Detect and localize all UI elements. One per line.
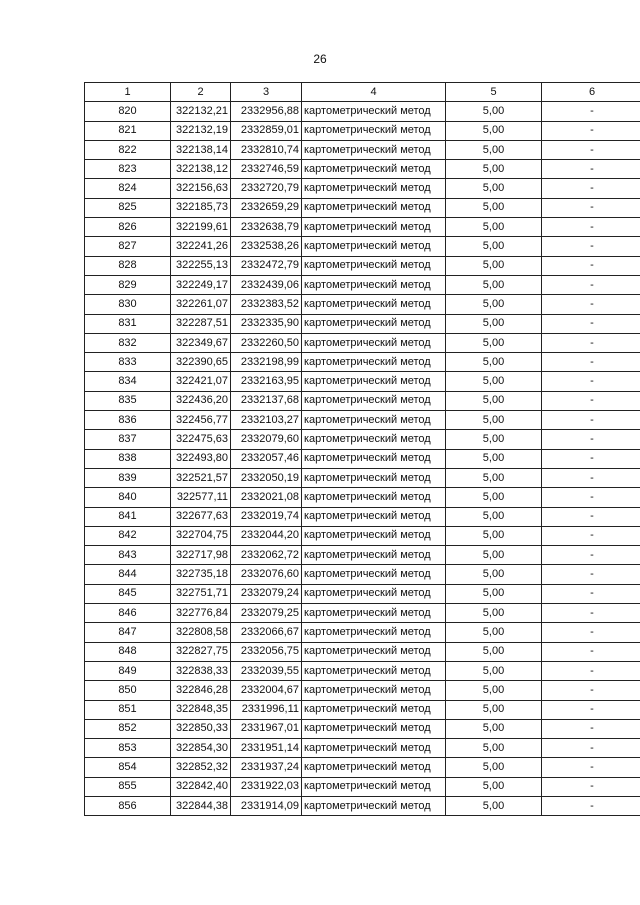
note-cell: - [542, 237, 640, 256]
y-coordinate-cell: 2332057,46 [231, 449, 302, 468]
table-row [85, 526, 640, 545]
method-cell: картометрический метод [302, 275, 446, 294]
note-cell: - [542, 796, 640, 815]
x-coordinate-cell: 322287,51 [171, 314, 231, 333]
table-row [85, 353, 640, 372]
y-coordinate-cell: 2332056,75 [231, 642, 302, 661]
point-number-cell: 823 [85, 160, 171, 179]
y-coordinate-cell: 2332066,67 [231, 623, 302, 642]
point-number-cell: 828 [85, 256, 171, 275]
note-cell: - [542, 526, 640, 545]
y-coordinate-cell: 2331937,24 [231, 758, 302, 777]
y-coordinate-cell: 2332335,90 [231, 314, 302, 333]
header-cell-col-5: 5 [446, 83, 542, 102]
header-cell-col-3: 3 [231, 83, 302, 102]
method-cell: картометрический метод [302, 565, 446, 584]
accuracy-cell: 5,00 [446, 314, 542, 333]
x-coordinate-cell: 322852,32 [171, 758, 231, 777]
table-row [85, 507, 640, 526]
table-row [85, 488, 640, 507]
method-cell: картометрический метод [302, 796, 446, 815]
method-cell: картометрический метод [302, 526, 446, 545]
point-number-cell: 852 [85, 719, 171, 738]
point-number-cell: 831 [85, 314, 171, 333]
note-cell: - [542, 314, 640, 333]
note-cell: - [542, 661, 640, 680]
y-coordinate-cell: 2332746,59 [231, 160, 302, 179]
y-coordinate-cell: 2332659,29 [231, 198, 302, 217]
point-number-cell: 843 [85, 546, 171, 565]
accuracy-cell: 5,00 [446, 623, 542, 642]
note-cell: - [542, 468, 640, 487]
note-cell: - [542, 449, 640, 468]
point-number-cell: 824 [85, 179, 171, 198]
x-coordinate-cell: 322521,57 [171, 468, 231, 487]
accuracy-cell: 5,00 [446, 275, 542, 294]
note-cell: - [542, 777, 640, 796]
x-coordinate-cell: 322249,17 [171, 275, 231, 294]
y-coordinate-cell: 2332859,01 [231, 121, 302, 140]
point-number-cell: 853 [85, 739, 171, 758]
y-coordinate-cell: 2332198,99 [231, 353, 302, 372]
x-coordinate-cell: 322493,80 [171, 449, 231, 468]
point-number-cell: 826 [85, 218, 171, 237]
method-cell: картометрический метод [302, 333, 446, 352]
x-coordinate-cell: 322436,20 [171, 391, 231, 410]
point-number-cell: 834 [85, 372, 171, 391]
table-row [85, 391, 640, 410]
table-row [85, 468, 640, 487]
method-cell: картометрический метод [302, 198, 446, 217]
x-coordinate-cell: 322421,07 [171, 372, 231, 391]
point-number-cell: 847 [85, 623, 171, 642]
method-cell: картометрический метод [302, 449, 446, 468]
accuracy-cell: 5,00 [446, 295, 542, 314]
x-coordinate-cell: 322850,33 [171, 719, 231, 738]
note-cell: - [542, 121, 640, 140]
table-row [85, 623, 640, 642]
point-number-cell: 839 [85, 468, 171, 487]
method-cell: картометрический метод [302, 314, 446, 333]
x-coordinate-cell: 322776,84 [171, 604, 231, 623]
y-coordinate-cell: 2332383,52 [231, 295, 302, 314]
point-number-cell: 838 [85, 449, 171, 468]
accuracy-cell: 5,00 [446, 372, 542, 391]
method-cell: картометрический метод [302, 777, 446, 796]
accuracy-cell: 5,00 [446, 411, 542, 430]
note-cell: - [542, 642, 640, 661]
table-row [85, 758, 640, 777]
point-number-cell: 845 [85, 584, 171, 603]
x-coordinate-cell: 322577,11 [171, 488, 231, 507]
method-cell: картометрический метод [302, 623, 446, 642]
accuracy-cell: 5,00 [446, 140, 542, 159]
method-cell: картометрический метод [302, 584, 446, 603]
method-cell: картометрический метод [302, 237, 446, 256]
note-cell: - [542, 546, 640, 565]
x-coordinate-cell: 322156,63 [171, 179, 231, 198]
table-row [85, 198, 640, 217]
table-row [85, 295, 640, 314]
y-coordinate-cell: 2332021,08 [231, 488, 302, 507]
accuracy-cell: 5,00 [446, 430, 542, 449]
accuracy-cell: 5,00 [446, 565, 542, 584]
table-row [85, 179, 640, 198]
accuracy-cell: 5,00 [446, 256, 542, 275]
accuracy-cell: 5,00 [446, 604, 542, 623]
coordinates-table [84, 82, 640, 816]
note-cell: - [542, 565, 640, 584]
method-cell: картометрический метод [302, 700, 446, 719]
method-cell: картометрический метод [302, 391, 446, 410]
note-cell: - [542, 623, 640, 642]
note-cell: - [542, 140, 640, 159]
table-row [85, 160, 640, 179]
y-coordinate-cell: 2332260,50 [231, 333, 302, 352]
y-coordinate-cell: 2332439,06 [231, 275, 302, 294]
y-coordinate-cell: 2332050,19 [231, 468, 302, 487]
method-cell: картометрический метод [302, 353, 446, 372]
y-coordinate-cell: 2331914,09 [231, 796, 302, 815]
table-row [85, 102, 640, 121]
accuracy-cell: 5,00 [446, 681, 542, 700]
note-cell: - [542, 507, 640, 526]
point-number-cell: 835 [85, 391, 171, 410]
y-coordinate-cell: 2331996,11 [231, 700, 302, 719]
method-cell: картометрический метод [302, 488, 446, 507]
y-coordinate-cell: 2332163,95 [231, 372, 302, 391]
table-row [85, 604, 640, 623]
x-coordinate-cell: 322842,40 [171, 777, 231, 796]
method-cell: картометрический метод [302, 256, 446, 275]
note-cell: - [542, 391, 640, 410]
y-coordinate-cell: 2332103,27 [231, 411, 302, 430]
point-number-cell: 825 [85, 198, 171, 217]
table-row [85, 237, 640, 256]
accuracy-cell: 5,00 [446, 391, 542, 410]
table-row [85, 546, 640, 565]
y-coordinate-cell: 2332137,68 [231, 391, 302, 410]
accuracy-cell: 5,00 [446, 526, 542, 545]
point-number-cell: 821 [85, 121, 171, 140]
y-coordinate-cell: 2331951,14 [231, 739, 302, 758]
table-row [85, 333, 640, 352]
note-cell: - [542, 739, 640, 758]
point-number-cell: 836 [85, 411, 171, 430]
method-cell: картометрический метод [302, 218, 446, 237]
x-coordinate-cell: 322199,61 [171, 218, 231, 237]
table-row [85, 218, 640, 237]
point-number-cell: 848 [85, 642, 171, 661]
note-cell: - [542, 198, 640, 217]
y-coordinate-cell: 2332079,25 [231, 604, 302, 623]
y-coordinate-cell: 2332019,74 [231, 507, 302, 526]
x-coordinate-cell: 322261,07 [171, 295, 231, 314]
point-number-cell: 820 [85, 102, 171, 121]
y-coordinate-cell: 2332062,72 [231, 546, 302, 565]
header-cell-col-6: 6 [542, 83, 640, 102]
note-cell: - [542, 256, 640, 275]
x-coordinate-cell: 322456,77 [171, 411, 231, 430]
y-coordinate-cell: 2332004,67 [231, 681, 302, 700]
x-coordinate-cell: 322185,73 [171, 198, 231, 217]
point-number-cell: 822 [85, 140, 171, 159]
note-cell: - [542, 584, 640, 603]
x-coordinate-cell: 322827,75 [171, 642, 231, 661]
y-coordinate-cell: 2332720,79 [231, 179, 302, 198]
x-coordinate-cell: 322735,18 [171, 565, 231, 584]
method-cell: картометрический метод [302, 681, 446, 700]
table-row [85, 430, 640, 449]
method-cell: картометрический метод [302, 546, 446, 565]
x-coordinate-cell: 322844,38 [171, 796, 231, 815]
table-row [85, 661, 640, 680]
table-row [85, 140, 640, 159]
method-cell: картометрический метод [302, 179, 446, 198]
table-body [85, 83, 640, 816]
point-number-cell: 841 [85, 507, 171, 526]
y-coordinate-cell: 2332076,60 [231, 565, 302, 584]
accuracy-cell: 5,00 [446, 507, 542, 526]
accuracy-cell: 5,00 [446, 777, 542, 796]
table-row [85, 275, 640, 294]
y-coordinate-cell: 2332039,55 [231, 661, 302, 680]
accuracy-cell: 5,00 [446, 160, 542, 179]
x-coordinate-cell: 322846,28 [171, 681, 231, 700]
y-coordinate-cell: 2332472,79 [231, 256, 302, 275]
y-coordinate-cell: 2332079,24 [231, 584, 302, 603]
table-row [85, 372, 640, 391]
y-coordinate-cell: 2332538,26 [231, 237, 302, 256]
note-cell: - [542, 333, 640, 352]
x-coordinate-cell: 322677,63 [171, 507, 231, 526]
accuracy-cell: 5,00 [446, 333, 542, 352]
note-cell: - [542, 275, 640, 294]
table-row [85, 777, 640, 796]
accuracy-cell: 5,00 [446, 758, 542, 777]
accuracy-cell: 5,00 [446, 488, 542, 507]
accuracy-cell: 5,00 [446, 198, 542, 217]
table-row [85, 700, 640, 719]
point-number-cell: 856 [85, 796, 171, 815]
x-coordinate-cell: 322132,19 [171, 121, 231, 140]
table-header-row [85, 83, 640, 102]
accuracy-cell: 5,00 [446, 546, 542, 565]
method-cell: картометрический метод [302, 411, 446, 430]
method-cell: картометрический метод [302, 121, 446, 140]
point-number-cell: 855 [85, 777, 171, 796]
method-cell: картометрический метод [302, 140, 446, 159]
x-coordinate-cell: 322138,12 [171, 160, 231, 179]
table-row [85, 314, 640, 333]
x-coordinate-cell: 322138,14 [171, 140, 231, 159]
point-number-cell: 842 [85, 526, 171, 545]
method-cell: картометрический метод [302, 295, 446, 314]
accuracy-cell: 5,00 [446, 449, 542, 468]
x-coordinate-cell: 322390,65 [171, 353, 231, 372]
x-coordinate-cell: 322241,26 [171, 237, 231, 256]
method-cell: картометрический метод [302, 739, 446, 758]
y-coordinate-cell: 2331967,01 [231, 719, 302, 738]
accuracy-cell: 5,00 [446, 102, 542, 121]
x-coordinate-cell: 322808,58 [171, 623, 231, 642]
point-number-cell: 837 [85, 430, 171, 449]
table-row [85, 584, 640, 603]
method-cell: картометрический метод [302, 468, 446, 487]
table-row [85, 681, 640, 700]
accuracy-cell: 5,00 [446, 584, 542, 603]
header-cell-col-1: 1 [85, 83, 171, 102]
table-row [85, 449, 640, 468]
method-cell: картометрический метод [302, 430, 446, 449]
accuracy-cell: 5,00 [446, 218, 542, 237]
y-coordinate-cell: 2332810,74 [231, 140, 302, 159]
accuracy-cell: 5,00 [446, 237, 542, 256]
point-number-cell: 833 [85, 353, 171, 372]
x-coordinate-cell: 322717,98 [171, 546, 231, 565]
x-coordinate-cell: 322838,33 [171, 661, 231, 680]
x-coordinate-cell: 322349,67 [171, 333, 231, 352]
note-cell: - [542, 179, 640, 198]
point-number-cell: 846 [85, 604, 171, 623]
accuracy-cell: 5,00 [446, 353, 542, 372]
note-cell: - [542, 681, 640, 700]
accuracy-cell: 5,00 [446, 642, 542, 661]
point-number-cell: 850 [85, 681, 171, 700]
note-cell: - [542, 102, 640, 121]
note-cell: - [542, 719, 640, 738]
y-coordinate-cell: 2332044,20 [231, 526, 302, 545]
accuracy-cell: 5,00 [446, 796, 542, 815]
x-coordinate-cell: 322475,63 [171, 430, 231, 449]
point-number-cell: 854 [85, 758, 171, 777]
x-coordinate-cell: 322132,21 [171, 102, 231, 121]
method-cell: картометрический метод [302, 719, 446, 738]
header-cell-col-2: 2 [171, 83, 231, 102]
note-cell: - [542, 372, 640, 391]
y-coordinate-cell: 2332079,60 [231, 430, 302, 449]
note-cell: - [542, 430, 640, 449]
accuracy-cell: 5,00 [446, 739, 542, 758]
y-coordinate-cell: 2332956,88 [231, 102, 302, 121]
table-row [85, 411, 640, 430]
point-number-cell: 851 [85, 700, 171, 719]
table-row [85, 565, 640, 584]
point-number-cell: 830 [85, 295, 171, 314]
header-cell-col-4: 4 [302, 83, 446, 102]
method-cell: картометрический метод [302, 372, 446, 391]
x-coordinate-cell: 322848,35 [171, 700, 231, 719]
accuracy-cell: 5,00 [446, 468, 542, 487]
accuracy-cell: 5,00 [446, 179, 542, 198]
accuracy-cell: 5,00 [446, 661, 542, 680]
accuracy-cell: 5,00 [446, 121, 542, 140]
method-cell: картометрический метод [302, 507, 446, 526]
note-cell: - [542, 758, 640, 777]
note-cell: - [542, 218, 640, 237]
y-coordinate-cell: 2331922,03 [231, 777, 302, 796]
note-cell: - [542, 411, 640, 430]
method-cell: картометрический метод [302, 661, 446, 680]
note-cell: - [542, 160, 640, 179]
x-coordinate-cell: 322255,13 [171, 256, 231, 275]
note-cell: - [542, 353, 640, 372]
accuracy-cell: 5,00 [446, 719, 542, 738]
table-row [85, 719, 640, 738]
point-number-cell: 844 [85, 565, 171, 584]
table-row [85, 739, 640, 758]
point-number-cell: 827 [85, 237, 171, 256]
method-cell: картометрический метод [302, 604, 446, 623]
method-cell: картометрический метод [302, 160, 446, 179]
point-number-cell: 840 [85, 488, 171, 507]
point-number-cell: 829 [85, 275, 171, 294]
x-coordinate-cell: 322854,30 [171, 739, 231, 758]
note-cell: - [542, 295, 640, 314]
x-coordinate-cell: 322704,75 [171, 526, 231, 545]
table-row [85, 796, 640, 815]
method-cell: картометрический метод [302, 102, 446, 121]
table-row [85, 256, 640, 275]
table-row [85, 642, 640, 661]
accuracy-cell: 5,00 [446, 700, 542, 719]
method-cell: картометрический метод [302, 642, 446, 661]
point-number-cell: 849 [85, 661, 171, 680]
method-cell: картометрический метод [302, 758, 446, 777]
x-coordinate-cell: 322751,71 [171, 584, 231, 603]
page-number: 26 [313, 52, 327, 66]
y-coordinate-cell: 2332638,79 [231, 218, 302, 237]
note-cell: - [542, 488, 640, 507]
table-row [85, 121, 640, 140]
note-cell: - [542, 604, 640, 623]
point-number-cell: 832 [85, 333, 171, 352]
note-cell: - [542, 700, 640, 719]
